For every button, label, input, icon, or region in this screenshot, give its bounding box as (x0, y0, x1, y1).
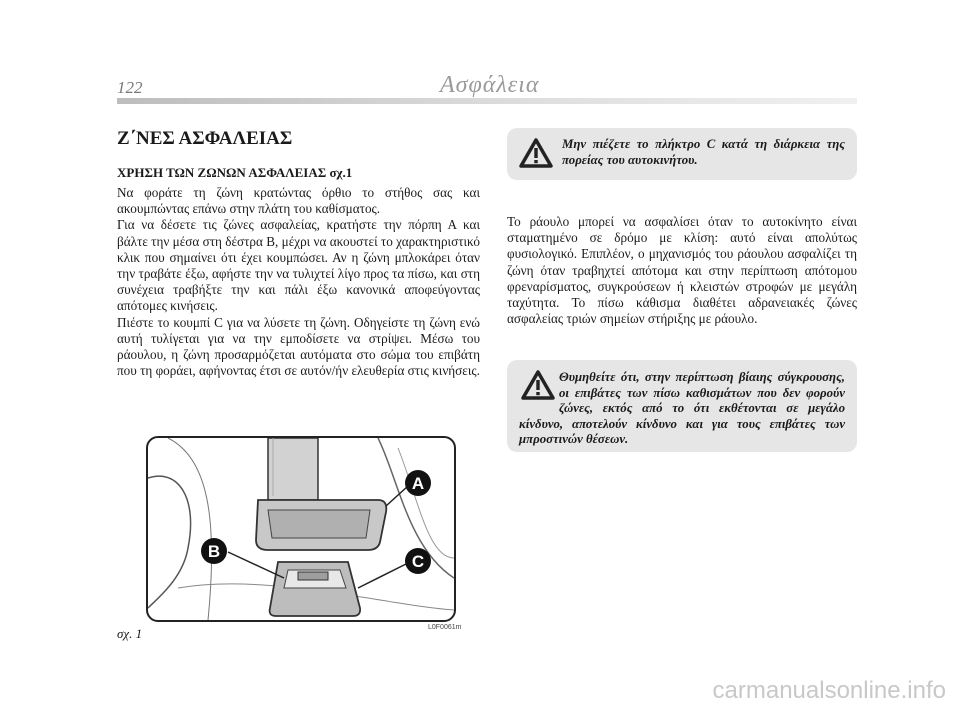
warning-box-2 (507, 360, 857, 452)
paragraph: Για να δέσετε τις ζώνες ασφαλείας, κρατήστε την πόρπη Α και βάλτε την μέσα στη δέστρα Β, μέχρι να ακουστεί το χαρακτηριστικό κλικ που σημαίνει ότι έχει κουμπώσει. Αν η ζώνη μπλοκάρει όταν την τραβάτε έξω, αφήστε την να τυλιχτεί λίγο προς τα πίσω, και στη συνέχεια τραβήξτε την και πάλι έξω κανονικά αποφεύγοντας απότομες κινήσεις. (117, 217, 480, 314)
warning-text: Θυμηθείτε ότι, στην περίπτωση βίαιης σύγκρουσης, οι επιβάτες των πίσω καθισμάτων που δεν φορούν ζώνες, εκτός από το ότι εκθέτονται σε μεγάλο κίνδυνο, αποτελούν κίνδυνο και για τους επιβάτες των μπροστινών θέσεων. (519, 370, 845, 447)
callout-a: A (411, 474, 425, 493)
watermark: carmanualsonline.info (712, 677, 946, 704)
section-title: Ασφάλεια (440, 72, 540, 98)
paragraph: Το ράουλο μπορεί να ασφαλίσει όταν το αυτοκίνητο είναι σταματημένο σε δρόμο με κλίση: αυτό είναι απολύτως φυσιολογικό. Επιπλέον, ο μηχανισμός του ράουλου ασφαλίζει τη ζώνη όταν τραβηχτεί απότομα και στην περίπτωση απότομου φρεναρίσματος, συγκρούσεων ή κλειστών στροφών με μεγάλη ταχύτητα. Το πίσω κάθισμα διαθέτει αδρανειακές ζώνες ασφαλείας τριών σημείων στήριξης με ράουλο. (507, 214, 857, 327)
figure-code: L0F0061m (428, 624, 462, 631)
warning-icon (521, 370, 555, 400)
left-body (117, 185, 480, 379)
main-title: Ζ΄ΝΕΣ ΑΣΦΑΛΕΙΑΣ (117, 128, 293, 149)
subheading: ΧΡΗΣΗ ΤΩΝ ΖΩΝΩΝ ΑΣΦΑΛΕΙΑΣ σχ.1 (117, 165, 353, 180)
callout-b: B (207, 542, 221, 561)
callout-c: C (411, 552, 425, 571)
warning-text: Μην πιέζετε το πλήκτρο C κατά τη διάρκεια της πορείας του αυτοκινήτου. (562, 137, 845, 167)
header-rule (117, 98, 857, 104)
warning-box-1 (507, 128, 857, 180)
warning-icon (519, 138, 553, 168)
seatbelt-figure (146, 436, 456, 622)
paragraph: Να φοράτε τη ζώνη κρατώντας όρθιο το στήθος σας και ακουμπώντας επάνω στην πλάτη του καθίσματος. (117, 185, 480, 217)
paragraph: Πιέστε το κουμπί C για να λύσετε τη ζώνη. Οδηγείστε τη ζώνη ενώ αυτή τυλίγεται για να την εμποδίσετε να στρίψει. Μέσω του ράουλου, η ζώνη προσαρμόζεται αυτόματα στο σώμα του επιβάτη που τη φοράει, αφήνοντας έτσι σε αυτόν/ήν ελευθερία στις κινήσεις. (117, 314, 480, 379)
right-body (507, 214, 857, 327)
figure-caption: σχ. 1 (117, 626, 143, 641)
seatbelt-illustration (148, 438, 454, 620)
page-number: 122 (117, 78, 143, 97)
